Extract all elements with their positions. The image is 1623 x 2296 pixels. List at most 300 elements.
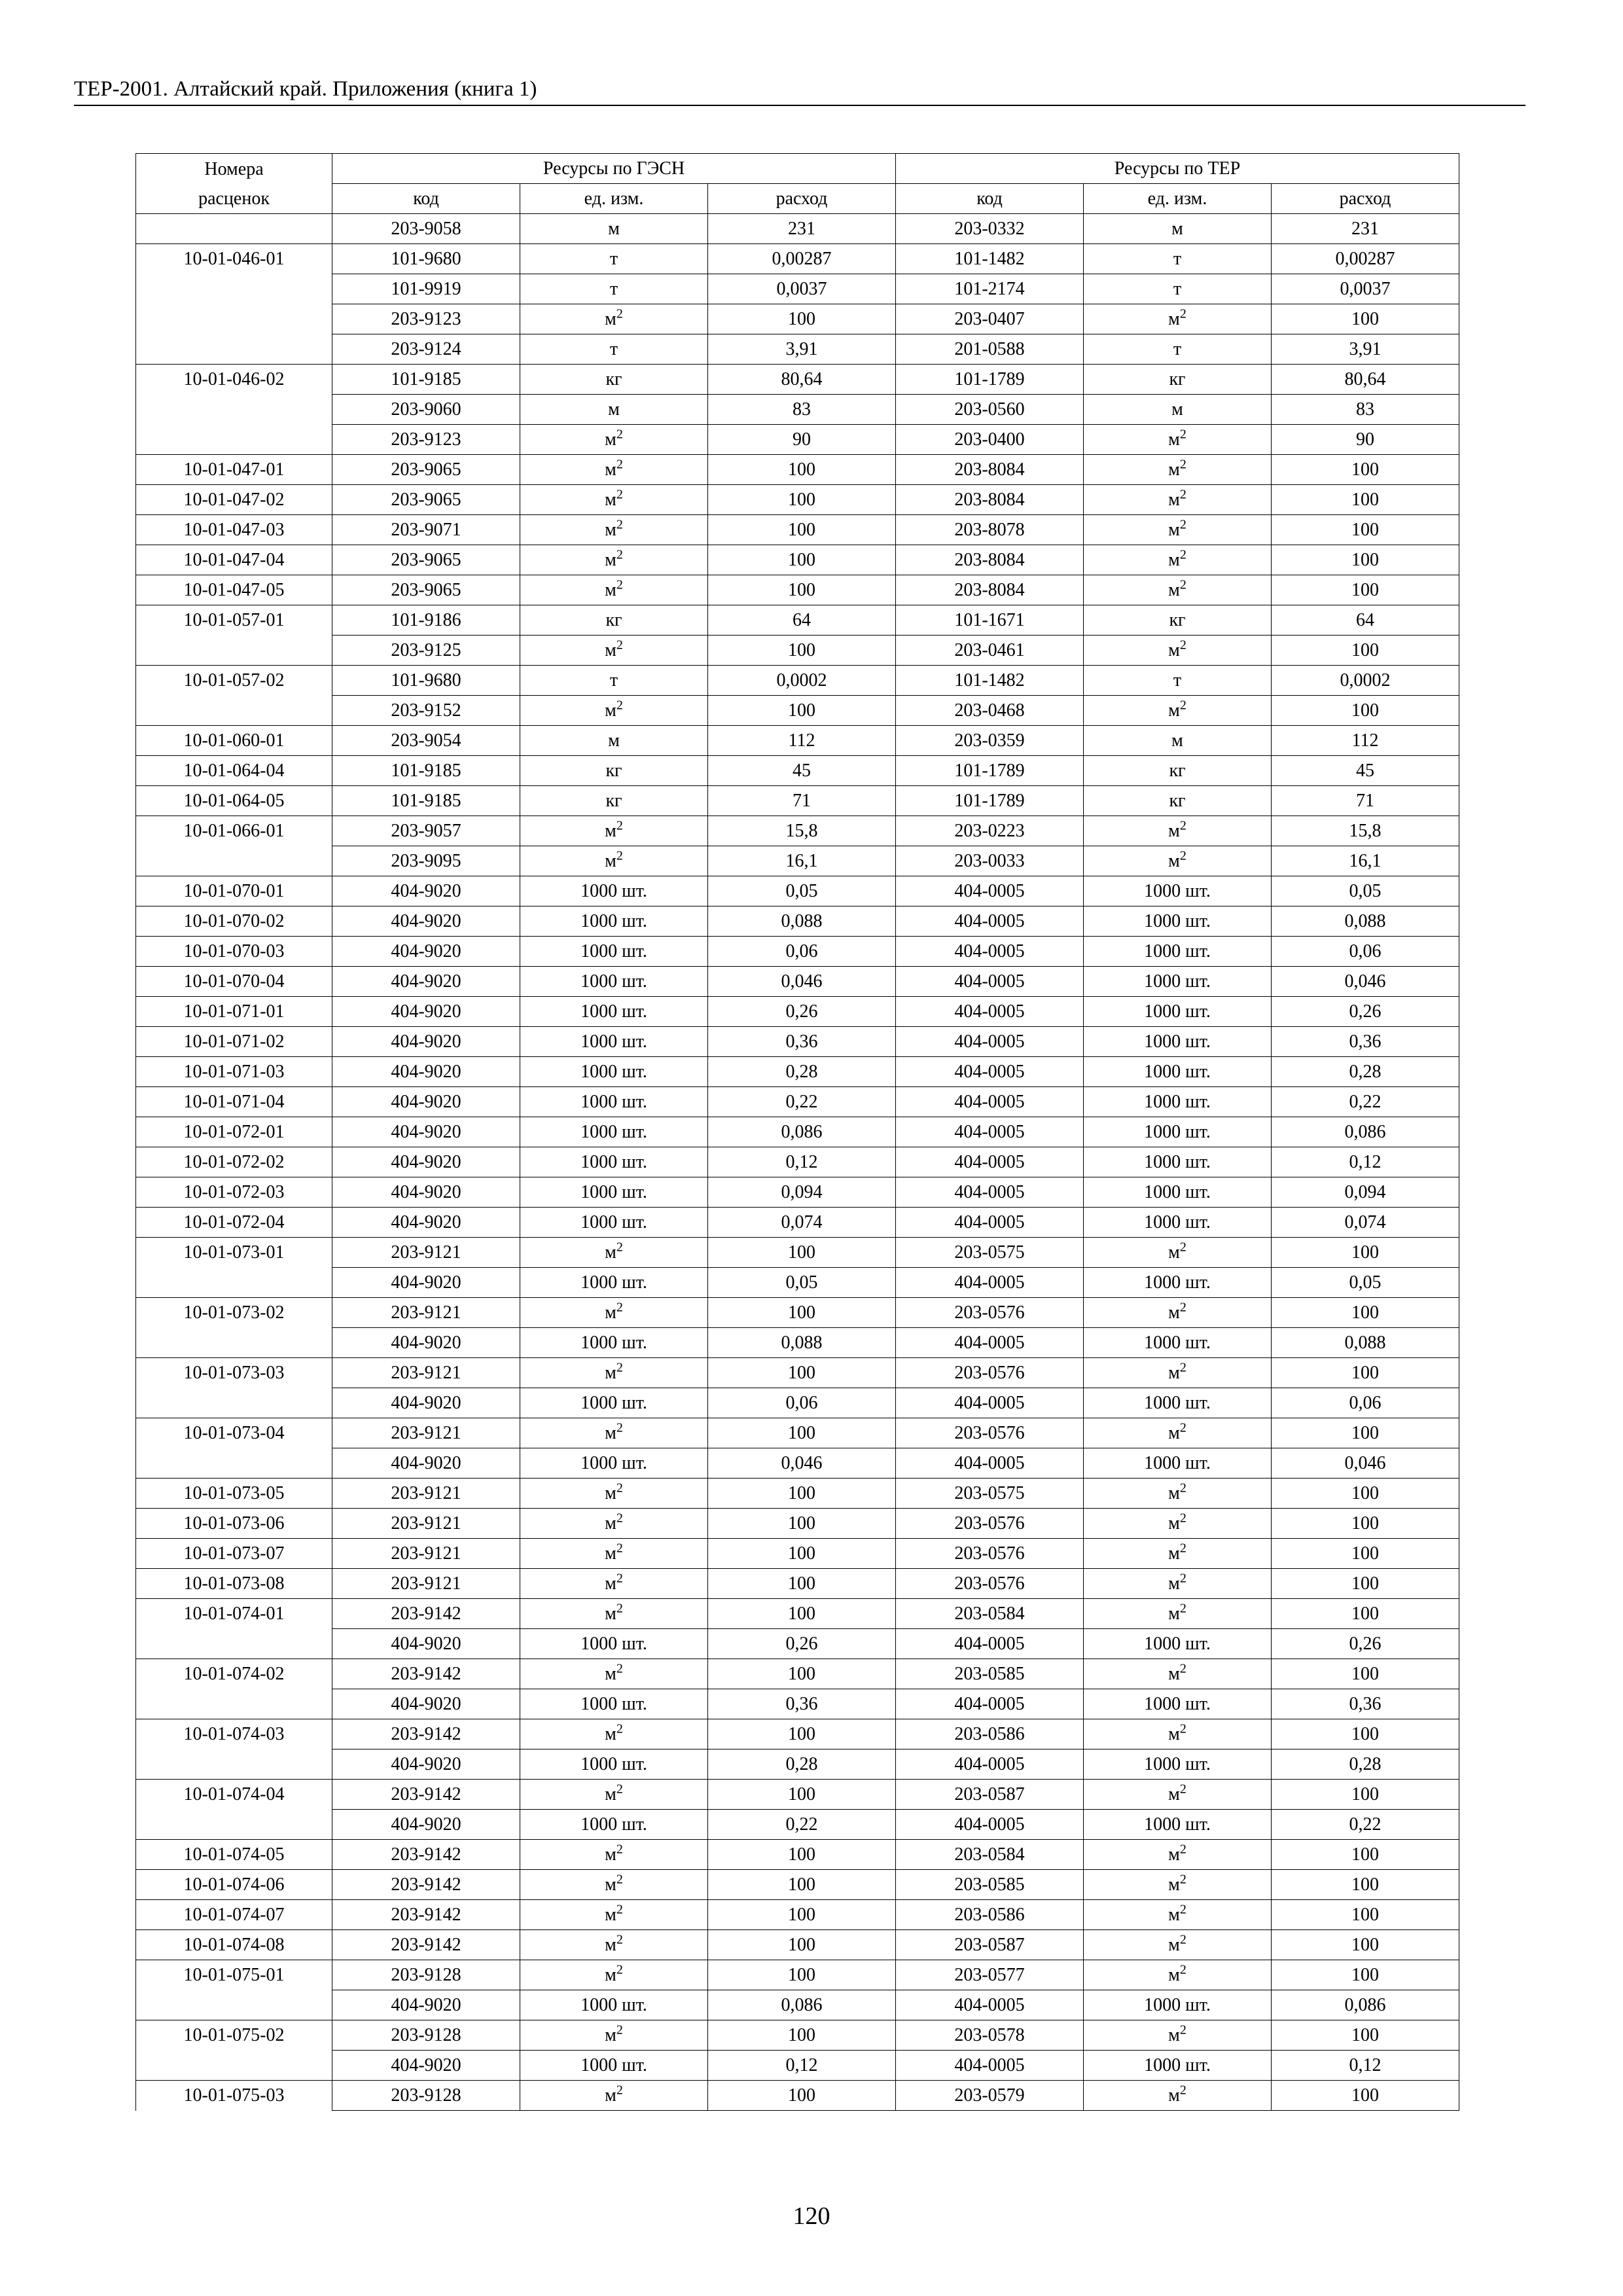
gesn-amount-cell: 0,088 — [708, 1328, 896, 1358]
gesn-amount-cell: 0,088 — [708, 906, 896, 937]
gesn-unit-cell — [520, 485, 708, 515]
gesn-code-cell: 203-9065 — [332, 545, 520, 575]
unit-superscript: 2 — [1179, 577, 1186, 592]
gesn-amount-cell: 0,12 — [708, 1147, 896, 1177]
ter-amount-cell: 100 — [1272, 1930, 1459, 1960]
ter-code-cell: 404-0005 — [896, 1689, 1084, 1719]
unit-superscript: 2 — [1179, 306, 1186, 321]
unit-superscript: 2 — [616, 1601, 623, 1616]
ter-amount-cell: 80,64 — [1272, 365, 1459, 395]
unit-text: $м^2$ — [605, 637, 623, 660]
ter-amount-cell: 100 — [1272, 1599, 1459, 1629]
ter-code-cell: 203-0585 — [896, 1659, 1084, 1689]
ter-unit-cell: 1000 шт. — [1084, 1177, 1272, 1208]
unit-text: $м^2$ — [605, 1721, 623, 1744]
rate-number-cell — [136, 1388, 332, 1418]
rate-number-cell: 10-01-057-02 — [136, 666, 332, 696]
unit-superscript: 2 — [1179, 1300, 1186, 1315]
ter-amount-cell: 100 — [1272, 485, 1459, 515]
rate-number-cell — [136, 425, 332, 455]
ter-amount-cell: 0,086 — [1272, 1117, 1459, 1147]
ter-amount-cell: 0,28 — [1272, 1749, 1459, 1780]
unit-text: $м^2$ — [1168, 577, 1186, 600]
ter-code-cell: 203-0560 — [896, 395, 1084, 425]
table-row — [136, 1208, 1459, 1238]
unit-text: $м^2$ — [1168, 547, 1186, 570]
unit-text: $м^2$ — [1168, 457, 1186, 480]
rate-number-cell — [136, 1448, 332, 1479]
gesn-amount-cell: 100 — [708, 2020, 896, 2051]
gesn-code-cell: 203-9054 — [332, 726, 520, 756]
gesn-unit-cell: 1000 шт. — [520, 967, 708, 997]
gesn-amount-cell: 100 — [708, 1900, 896, 1930]
ter-code-cell: 404-0005 — [896, 1749, 1084, 1780]
ter-unit-cell — [1084, 1238, 1272, 1268]
gesn-unit-cell — [520, 636, 708, 666]
table-row — [136, 1629, 1459, 1659]
gesn-amount-cell: 3,91 — [708, 334, 896, 365]
gesn-code-cell: 101-9185 — [332, 786, 520, 816]
table-row — [136, 1930, 1459, 1960]
unit-text: $м^2$ — [605, 1842, 623, 1865]
rate-number-cell: 10-01-070-02 — [136, 906, 332, 937]
unit-text: $м^2$ — [605, 1420, 623, 1443]
gesn-unit-cell — [520, 1418, 708, 1448]
gesn-amount-cell: 100 — [708, 455, 896, 485]
table-head — [136, 154, 1459, 214]
ter-unit-cell — [1084, 1509, 1272, 1539]
ter-unit-cell — [1084, 1870, 1272, 1900]
ter-code-cell: 101-1482 — [896, 666, 1084, 696]
gesn-code-cell: 404-9020 — [332, 906, 520, 937]
gesn-unit-cell: м — [520, 726, 708, 756]
unit-text: $м^2$ — [605, 698, 623, 721]
table-row — [136, 666, 1459, 696]
table-row — [136, 605, 1459, 636]
gesn-unit-cell — [520, 1659, 708, 1689]
rate-number-cell — [136, 1629, 332, 1659]
gesn-code-cell: 203-9128 — [332, 2020, 520, 2051]
gesn-code-cell: 404-9020 — [332, 1268, 520, 1298]
gesn-amount-cell: 0,22 — [708, 1810, 896, 1840]
gesn-unit-cell — [520, 1509, 708, 1539]
ter-amount-cell: 100 — [1272, 696, 1459, 726]
unit-superscript: 2 — [1179, 1782, 1186, 1797]
ter-amount-cell: 100 — [1272, 1358, 1459, 1388]
gesn-code-cell: 404-9020 — [332, 1208, 520, 1238]
table-row — [136, 1177, 1459, 1208]
table-row — [136, 967, 1459, 997]
gesn-amount-cell: 100 — [708, 1298, 896, 1328]
unit-text: $м^2$ — [605, 1541, 623, 1564]
table-row — [136, 1298, 1459, 1328]
rate-number-cell: 10-01-073-04 — [136, 1418, 332, 1448]
gesn-unit-cell: т — [520, 666, 708, 696]
ter-amount-cell: 100 — [1272, 1238, 1459, 1268]
ter-unit-cell — [1084, 846, 1272, 876]
unit-superscript: 2 — [1179, 698, 1186, 713]
gesn-unit-cell: 1000 шт. — [520, 1208, 708, 1238]
unit-text: $м^2$ — [1168, 1872, 1186, 1895]
ter-code-cell: 404-0005 — [896, 1328, 1084, 1358]
ter-unit-cell: 1000 шт. — [1084, 2051, 1272, 2081]
ter-unit-cell — [1084, 1479, 1272, 1509]
gesn-code-cell: 404-9020 — [332, 1689, 520, 1719]
gesn-code-cell: 404-9020 — [332, 1388, 520, 1418]
unit-text: $м^2$ — [605, 1872, 623, 1895]
unit-superscript: 2 — [616, 1511, 623, 1526]
gesn-amount-cell: 100 — [708, 1418, 896, 1448]
unit-superscript: 2 — [616, 1932, 623, 1947]
ter-code-cell: 404-0005 — [896, 906, 1084, 937]
unit-text: $м^2$ — [605, 487, 623, 510]
table-row — [136, 1238, 1459, 1268]
ter-amount-cell: 90 — [1272, 425, 1459, 455]
ter-unit-cell: т — [1084, 274, 1272, 304]
table-row — [136, 545, 1459, 575]
unit-text: $м^2$ — [605, 1601, 623, 1624]
ter-unit-cell: 1000 шт. — [1084, 1208, 1272, 1238]
gesn-unit-cell — [520, 1719, 708, 1749]
ter-amount-cell: 0,06 — [1272, 1388, 1459, 1418]
ter-amount-cell: 100 — [1272, 1298, 1459, 1328]
gesn-unit-cell: 1000 шт. — [520, 937, 708, 967]
gesn-amount-cell: 0,06 — [708, 1388, 896, 1418]
rate-number-cell: 10-01-072-04 — [136, 1208, 332, 1238]
table-row — [136, 1689, 1459, 1719]
gesn-code-cell: 203-9095 — [332, 846, 520, 876]
ter-unit-cell: кг — [1084, 786, 1272, 816]
gesn-unit-cell: 1000 шт. — [520, 1388, 708, 1418]
ter-unit-cell: 1000 шт. — [1084, 1749, 1272, 1780]
table-row — [136, 636, 1459, 666]
ter-unit-cell — [1084, 1569, 1272, 1599]
ter-unit-cell — [1084, 636, 1272, 666]
gesn-unit-cell: 1000 шт. — [520, 1990, 708, 2020]
ter-unit-cell — [1084, 1930, 1272, 1960]
rate-number-cell: 10-01-074-01 — [136, 1599, 332, 1629]
ter-amount-cell: 100 — [1272, 636, 1459, 666]
rate-number-cell: 10-01-047-03 — [136, 515, 332, 545]
unit-superscript: 2 — [1179, 1480, 1186, 1496]
table-row — [136, 425, 1459, 455]
ter-unit-cell — [1084, 1418, 1272, 1448]
gesn-unit-cell — [520, 2081, 708, 2111]
ter-unit-cell: 1000 шт. — [1084, 1388, 1272, 1418]
ter-unit-cell: м — [1084, 726, 1272, 756]
rate-number-cell: 10-01-064-04 — [136, 756, 332, 786]
gesn-amount-cell: 0,22 — [708, 1087, 896, 1117]
ter-code-cell: 203-0579 — [896, 2081, 1084, 2111]
ter-unit-cell — [1084, 1599, 1272, 1629]
unit-superscript: 2 — [1179, 547, 1186, 562]
ter-amount-cell: 0,086 — [1272, 1990, 1459, 2020]
gesn-amount-cell: 100 — [708, 575, 896, 605]
unit-superscript: 2 — [616, 1661, 623, 1676]
gesn-code-cell: 203-9142 — [332, 1599, 520, 1629]
unit-superscript: 2 — [616, 1300, 623, 1315]
ter-unit-cell: 1000 шт. — [1084, 906, 1272, 937]
gesn-code-cell: 203-9071 — [332, 515, 520, 545]
table-row — [136, 1388, 1459, 1418]
ter-unit-cell — [1084, 2081, 1272, 2111]
ter-code-cell: 203-0576 — [896, 1509, 1084, 1539]
ter-code-cell: 101-1482 — [896, 244, 1084, 274]
gesn-amount-cell: 0,28 — [708, 1749, 896, 1780]
gesn-code-cell: 203-9057 — [332, 816, 520, 846]
gesn-amount-cell: 0,0037 — [708, 274, 896, 304]
ter-unit-cell: 1000 шт. — [1084, 1629, 1272, 1659]
ter-unit-cell: 1000 шт. — [1084, 1689, 1272, 1719]
ter-amount-cell: 0,12 — [1272, 1147, 1459, 1177]
gesn-unit-cell — [520, 816, 708, 846]
rate-number-cell — [136, 304, 332, 334]
ter-code-cell: 203-8078 — [896, 515, 1084, 545]
gesn-unit-cell: 1000 шт. — [520, 1689, 708, 1719]
table-row — [136, 846, 1459, 876]
ter-code-cell: 404-0005 — [896, 1268, 1084, 1298]
gesn-unit-cell: 1000 шт. — [520, 1057, 708, 1087]
rate-number-cell — [136, 696, 332, 726]
rate-number-cell: 10-01-047-02 — [136, 485, 332, 515]
gesn-amount-cell: 100 — [708, 2081, 896, 2111]
ter-amount-cell: 0,00287 — [1272, 244, 1459, 274]
rate-number-cell: 10-01-074-05 — [136, 1840, 332, 1870]
ter-code-cell: 404-0005 — [896, 1629, 1084, 1659]
gesn-amount-cell: 16,1 — [708, 846, 896, 876]
ter-code-cell: 404-0005 — [896, 876, 1084, 906]
unit-text: $м^2$ — [1168, 1962, 1186, 1985]
unit-text: $м^2$ — [605, 1962, 623, 1985]
table-row — [136, 1780, 1459, 1810]
rate-number-cell: 10-01-071-02 — [136, 1027, 332, 1057]
gesn-unit-cell: 1000 шт. — [520, 1147, 708, 1177]
ter-unit-cell — [1084, 1659, 1272, 1689]
ter-code-cell: 203-8084 — [896, 455, 1084, 485]
unit-text: $м^2$ — [1168, 1360, 1186, 1383]
ter-amount-cell: 100 — [1272, 575, 1459, 605]
ter-code-cell: 404-0005 — [896, 1208, 1084, 1238]
ter-code-cell: 203-0575 — [896, 1479, 1084, 1509]
unit-text: $м^2$ — [1168, 1842, 1186, 1865]
table-row — [136, 1358, 1459, 1388]
table-row — [136, 2081, 1459, 2111]
gesn-amount-cell: 45 — [708, 756, 896, 786]
unit-text: $м^2$ — [605, 517, 623, 540]
rate-number-cell: 10-01-047-04 — [136, 545, 332, 575]
rate-number-cell — [136, 1268, 332, 1298]
gesn-code-cell: 203-9142 — [332, 1840, 520, 1870]
table-row — [136, 997, 1459, 1027]
unit-superscript: 2 — [616, 457, 623, 472]
ter-unit-cell: 1000 шт. — [1084, 1057, 1272, 1087]
ter-unit-cell: 1000 шт. — [1084, 997, 1272, 1027]
ter-amount-cell: 0,074 — [1272, 1208, 1459, 1238]
unit-text: $м^2$ — [1168, 1661, 1186, 1684]
unit-superscript: 2 — [1179, 427, 1186, 442]
gesn-code-cell: 101-9186 — [332, 605, 520, 636]
table-row — [136, 515, 1459, 545]
rate-number-cell: 10-01-074-04 — [136, 1780, 332, 1810]
ter-code-cell: 203-0576 — [896, 1539, 1084, 1569]
gesn-unit-cell — [520, 1238, 708, 1268]
ter-amount-cell: 0,0002 — [1272, 666, 1459, 696]
ter-amount-cell: 0,088 — [1272, 1328, 1459, 1358]
ter-unit-cell — [1084, 1960, 1272, 1990]
gesn-code-cell: 101-9185 — [332, 756, 520, 786]
gesn-amount-cell: 0,046 — [708, 967, 896, 997]
ter-amount-cell: 0,05 — [1272, 876, 1459, 906]
unit-text: $м^2$ — [605, 1240, 623, 1263]
table-row — [136, 1870, 1459, 1900]
unit-superscript: 2 — [616, 698, 623, 713]
gesn-code-cell: 404-9020 — [332, 1810, 520, 1840]
table-body — [136, 214, 1459, 2111]
unit-text: $м^2$ — [605, 427, 623, 450]
ter-amount-cell: 100 — [1272, 1870, 1459, 1900]
gesn-code-cell: 101-9680 — [332, 666, 520, 696]
rate-number-cell: 10-01-071-03 — [136, 1057, 332, 1087]
unit-superscript: 2 — [616, 1240, 623, 1255]
rate-number-cell: 10-01-074-06 — [136, 1870, 332, 1900]
unit-text: $м^2$ — [1168, 487, 1186, 510]
table-row — [136, 1840, 1459, 1870]
unit-text: $м^2$ — [1168, 1601, 1186, 1624]
gesn-amount-cell: 0,28 — [708, 1057, 896, 1087]
gesn-unit-cell: 1000 шт. — [520, 876, 708, 906]
rate-number-cell: 10-01-072-02 — [136, 1147, 332, 1177]
unit-superscript: 2 — [616, 1872, 623, 1887]
ter-unit-cell — [1084, 1780, 1272, 1810]
ter-unit-cell: м — [1084, 395, 1272, 425]
rate-number-cell: 10-01-075-03 — [136, 2081, 332, 2111]
unit-superscript: 2 — [1179, 1872, 1186, 1887]
gesn-unit-cell: т — [520, 334, 708, 365]
unit-text: $м^2$ — [605, 1511, 623, 1534]
gesn-unit-cell — [520, 545, 708, 575]
gesn-unit-cell: т — [520, 274, 708, 304]
ter-unit-cell — [1084, 1719, 1272, 1749]
ter-code-cell: 404-0005 — [896, 1177, 1084, 1208]
gesn-amount-cell: 0,00287 — [708, 244, 896, 274]
gesn-unit-cell — [520, 1539, 708, 1569]
table-row — [136, 304, 1459, 334]
unit-superscript: 2 — [616, 818, 623, 833]
unit-text: $м^2$ — [605, 547, 623, 570]
gesn-amount-cell: 100 — [708, 1569, 896, 1599]
ter-code-cell: 203-0400 — [896, 425, 1084, 455]
ter-unit-cell — [1084, 545, 1272, 575]
unit-text: $м^2$ — [605, 2083, 623, 2106]
gesn-unit-cell — [520, 846, 708, 876]
unit-superscript: 2 — [616, 306, 623, 321]
ter-unit-cell: 1000 шт. — [1084, 1990, 1272, 2020]
ter-unit-cell — [1084, 425, 1272, 455]
gesn-code-cell: 203-9124 — [332, 334, 520, 365]
gesn-amount-cell: 100 — [708, 636, 896, 666]
gesn-unit-cell: 1000 шт. — [520, 906, 708, 937]
ter-unit-cell: 1000 шт. — [1084, 1117, 1272, 1147]
unit-text: $м^2$ — [605, 1480, 623, 1503]
gesn-amount-cell: 100 — [708, 1930, 896, 1960]
unit-superscript: 2 — [616, 547, 623, 562]
unit-text: $м^2$ — [1168, 1932, 1186, 1955]
rate-number-cell: 10-01-074-07 — [136, 1900, 332, 1930]
gesn-amount-cell: 0,36 — [708, 1027, 896, 1057]
ter-code-cell: 203-0576 — [896, 1358, 1084, 1388]
ter-code-cell: 404-0005 — [896, 2051, 1084, 2081]
rate-number-cell: 10-01-073-07 — [136, 1539, 332, 1569]
gesn-amount-cell: 0,086 — [708, 1117, 896, 1147]
table-row — [136, 455, 1459, 485]
rate-number-cell — [136, 1689, 332, 1719]
gesn-code-cell: 203-9142 — [332, 1870, 520, 1900]
gesn-code-cell: 203-9142 — [332, 1719, 520, 1749]
gesn-code-cell: 203-9065 — [332, 485, 520, 515]
gesn-amount-cell: 71 — [708, 786, 896, 816]
unit-text: $м^2$ — [605, 1300, 623, 1323]
unit-superscript: 2 — [616, 1360, 623, 1375]
unit-superscript: 2 — [1179, 457, 1186, 472]
table-row — [136, 2020, 1459, 2051]
unit-text: $м^2$ — [605, 1782, 623, 1804]
gesn-code-cell: 404-9020 — [332, 1027, 520, 1057]
ter-unit-cell: 1000 шт. — [1084, 876, 1272, 906]
ter-amount-cell: 100 — [1272, 515, 1459, 545]
gesn-amount-cell: 231 — [708, 214, 896, 244]
ter-unit-cell — [1084, 2020, 1272, 2051]
unit-text: $м^2$ — [605, 1661, 623, 1684]
col-header-ter-amount: расход — [1272, 184, 1459, 214]
ter-amount-cell: 0,06 — [1272, 937, 1459, 967]
gesn-unit-cell: кг — [520, 365, 708, 395]
ter-amount-cell: 100 — [1272, 1659, 1459, 1689]
ter-amount-cell: 0,12 — [1272, 2051, 1459, 2081]
rate-number-cell: 10-01-073-02 — [136, 1298, 332, 1328]
unit-superscript: 2 — [1179, 1511, 1186, 1526]
gesn-code-cell: 203-9121 — [332, 1479, 520, 1509]
ter-code-cell: 101-2174 — [896, 274, 1084, 304]
rate-number-cell: 10-01-074-02 — [136, 1659, 332, 1689]
unit-text: $м^2$ — [1168, 517, 1186, 540]
gesn-unit-cell — [520, 425, 708, 455]
col-header-numbers-line1: Номера — [204, 158, 264, 179]
ter-unit-cell — [1084, 485, 1272, 515]
unit-superscript: 2 — [1179, 637, 1186, 653]
unit-superscript: 2 — [1179, 1360, 1186, 1375]
rate-number-cell: 10-01-072-03 — [136, 1177, 332, 1208]
rate-number-cell: 10-01-075-01 — [136, 1960, 332, 1990]
gesn-unit-cell: кг — [520, 786, 708, 816]
gesn-unit-cell — [520, 1479, 708, 1509]
ter-unit-cell: т — [1084, 666, 1272, 696]
gesn-code-cell: 203-9121 — [332, 1509, 520, 1539]
unit-text: $м^2$ — [605, 1902, 623, 1925]
unit-superscript: 2 — [1179, 1601, 1186, 1616]
gesn-unit-cell: кг — [520, 756, 708, 786]
ter-amount-cell: 45 — [1272, 756, 1459, 786]
unit-superscript: 2 — [616, 1842, 623, 1857]
gesn-amount-cell: 0,074 — [708, 1208, 896, 1238]
ter-code-cell: 203-0587 — [896, 1780, 1084, 1810]
rate-number-cell: 10-01-046-01 — [136, 244, 332, 274]
ter-unit-cell: 1000 шт. — [1084, 1328, 1272, 1358]
unit-superscript: 2 — [616, 1962, 623, 1977]
ter-code-cell: 101-1789 — [896, 786, 1084, 816]
ter-amount-cell: 64 — [1272, 605, 1459, 636]
ter-code-cell: 203-0223 — [896, 816, 1084, 846]
rate-number-cell: 10-01-073-01 — [136, 1238, 332, 1268]
